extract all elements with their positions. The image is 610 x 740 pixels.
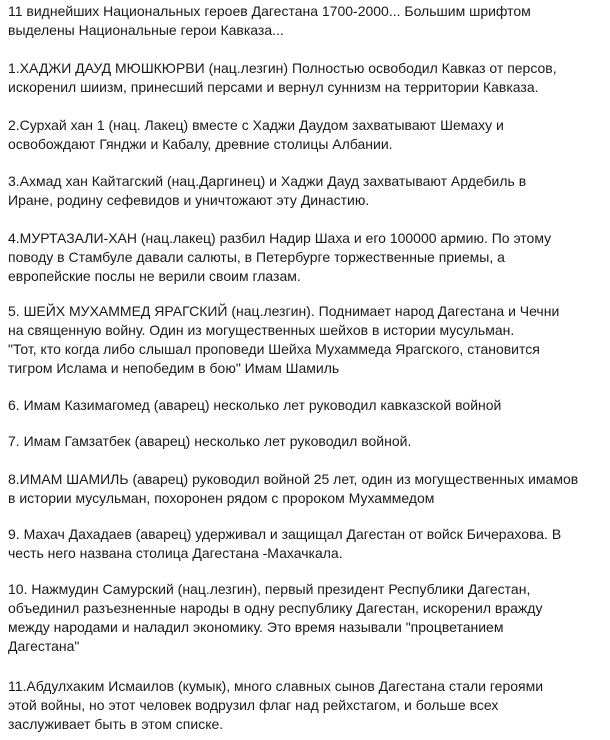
- hero-item-8: 8.ИМАМ ШАМИЛЬ (аварец) руководил войной 25 лет, один из могущественных имамов в истории мусульман, похоронен рядом с пророком Мухаммедом: [8, 471, 579, 506]
- hero-item-5: 5. ШЕЙХ МУХАММЕД ЯРАГСКИЙ (нац.лезгин). Поднимает народ Дагестана и Чечни на священную войну. Один из могущественных шейхов в истории мусульман. "Тот, кто когда либо слышал проповеди Шейха Мухаммеда Ярагского, становится тигром Ислама и непобедим в бою" Имам Шамиль: [8, 303, 560, 376]
- hero-item-4: 4.МУРТАЗАЛИ-ХАН (нац.лакец) разбил Надир Шаха и его 100000 армию. По этому поводу в Стамбуле давали салюты, в Петербурге торжественные приемы, а европейские послы не верили своим глазам.: [8, 230, 552, 284]
- hero-item-10: 10. Нажмудин Самурский (нац.лезгин), первый президент Республики Дагестан, объединил разъезненные народы в одну республику Дагестан, искоренил вражду между народами и наладил экономику. Это время называли "процветанием Дагестана": [8, 581, 543, 654]
- post-intro: 11 виднейших Национальных героев Дагестана 1700-2000... Большим шрифтом выделены Национальные герои Кавказа...: [8, 3, 531, 38]
- hero-item-11: 11.Абдулхаким Исмаилов (кумык), много славных сынов Дагестана стали героями этой войны, но этот человек водрузил флаг над рейхстагом, и больше всех заслуживает быть в этом списке.: [8, 678, 544, 732]
- hero-item-7: 7. Имам Гамзатбек (аварец) несколько лет руководил войной.: [8, 433, 412, 449]
- hero-item-9: 9. Махач Дахадаев (аварец) удерживал и защищал Дагестан от войск Бичерахова. В честь него названа столица Дагестана -Махачкала.: [8, 526, 562, 561]
- hero-item-2: 2.Сурхай хан 1 (нац. Лакец) вместе с Хаджи Даудом захватывают Шемаху и освобождают Гянджи и Кабалу, древние столицы Албании.: [8, 117, 504, 152]
- hero-item-6: 6. Имам Казимагомед (аварец) несколько лет руководил кавказской войной: [8, 397, 502, 413]
- hero-item-1: 1.ХАДЖИ ДАУД МЮШКЮРВИ (нац.лезгин) Полностью освободил Кавказ от персов, искоренил шиизм, принесший персами и вернул суннизм на территории Кавказа.: [8, 60, 557, 95]
- hero-item-3: 3.Ахмад хан Кайтагский (нац.Даргинец) и Хаджи Дауд захватывают Ардебиль в Иране, родину сефевидов и уничтожают эту Династию.: [8, 173, 527, 208]
